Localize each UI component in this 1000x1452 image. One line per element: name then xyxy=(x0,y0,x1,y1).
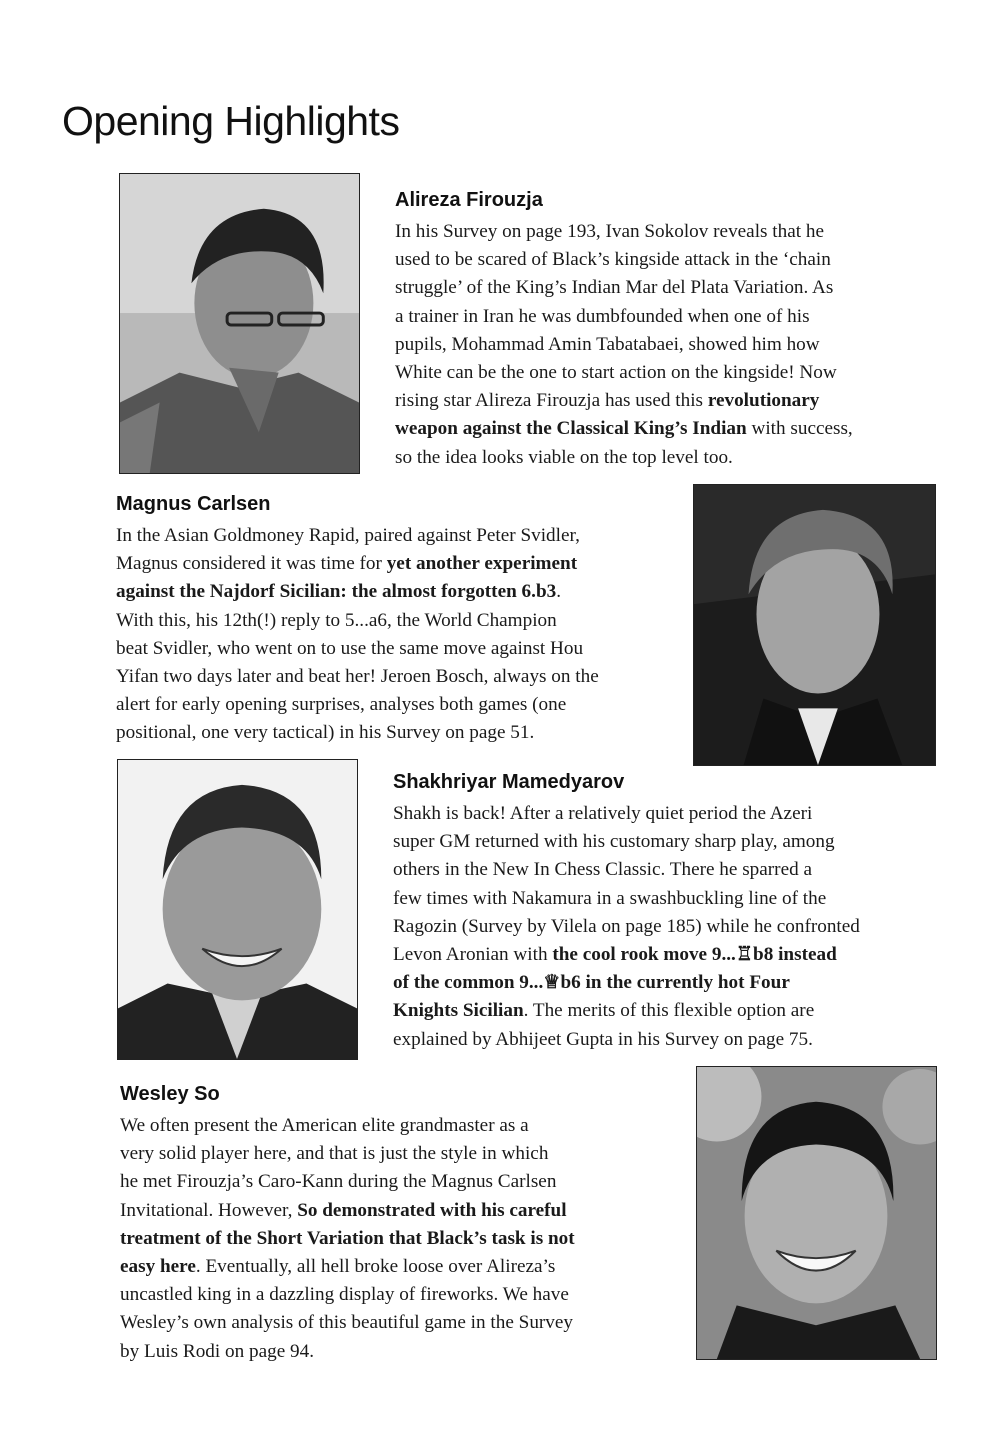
text-run: very solid player here, and that is just the style in which xyxy=(120,1143,549,1165)
text-run: In the Asian Goldmoney Rapid, paired against Peter Svidler, xyxy=(116,525,580,546)
text-line xyxy=(116,550,599,578)
text-line xyxy=(116,663,599,691)
text-line xyxy=(393,828,860,856)
section-heading: Wesley So xyxy=(120,1083,220,1105)
text-line xyxy=(120,1140,575,1168)
text-run: Shakh is back! After a relatively quiet period the Azeri xyxy=(393,803,813,824)
text-line xyxy=(395,444,853,472)
text-line xyxy=(395,359,853,387)
text-line xyxy=(116,691,599,719)
section-body xyxy=(120,1112,575,1366)
text-line xyxy=(116,635,599,663)
page-title: Opening Highlights xyxy=(62,98,400,144)
text-run: Wesley’s own analysis of this beautiful game in the Survey xyxy=(120,1312,574,1334)
text-line xyxy=(395,331,853,359)
bold-text: easy here xyxy=(120,1256,196,1278)
bold-text: revolutionary xyxy=(707,390,820,412)
section-body xyxy=(393,800,860,1054)
text-line xyxy=(395,218,853,246)
bold-text: Knights Sicilian xyxy=(393,1000,524,1022)
section-body xyxy=(116,522,599,748)
text-run: with success, xyxy=(746,418,853,440)
player-photo xyxy=(696,1066,937,1360)
text-line xyxy=(120,1253,575,1281)
text-run: positional, one very tactical) in his Survey on page 51. xyxy=(116,722,535,744)
text-line xyxy=(116,578,599,606)
text-line xyxy=(393,856,860,884)
text-run: used to be scared of Black’s kingside attack in the ‘chain xyxy=(395,249,831,271)
text-line xyxy=(116,719,599,747)
bold-text: against the Najdorf Sicilian: the almost forgotten 6.b3 xyxy=(116,581,557,603)
bold-text: yet another experiment xyxy=(386,553,578,575)
text-line xyxy=(116,607,599,635)
text-run: others in the New In Chess Classic. There he sparred a xyxy=(393,859,812,881)
text-run: he met Firouzja’s Caro-Kann during the Magnus Carlsen xyxy=(120,1171,557,1193)
text-run: We often present the American elite grandmaster as a xyxy=(120,1115,529,1136)
section-alireza-firouzja xyxy=(395,189,853,472)
text-run: uncastled king in a dazzling display of fireworks. We have xyxy=(120,1284,569,1306)
text-line xyxy=(395,274,853,302)
bold-text: treatment of the Short Variation that Black’s task is not xyxy=(120,1227,575,1249)
bold-text: of the common 9...♕b6 in the currently hot Four xyxy=(393,972,790,994)
text-line xyxy=(393,800,860,828)
text-run: Yifan two days later and beat her! Jeroen Bosch, always on the xyxy=(116,666,599,688)
text-line xyxy=(393,997,860,1025)
text-run: few times with Nakamura in a swashbuckling line of the xyxy=(393,887,827,909)
bold-text: the cool rook move 9...♖b8 instead xyxy=(552,944,837,966)
text-line xyxy=(393,885,860,913)
section-body xyxy=(395,218,853,472)
section-heading: Alireza Firouzja xyxy=(395,189,543,211)
player-photo xyxy=(117,759,358,1060)
text-line xyxy=(120,1309,575,1337)
text-run: Ragozin (Survey by Vilela on page 185) while he confronted xyxy=(393,915,860,937)
text-run: a trainer in Iran he was dumbfounded when one of his xyxy=(395,305,810,327)
text-run: Levon Aronian with xyxy=(393,944,553,966)
text-line xyxy=(393,969,860,997)
text-line xyxy=(116,522,599,550)
text-line xyxy=(120,1338,575,1366)
text-run: . xyxy=(556,581,562,603)
text-run: White can be the one to start action on the kingside! Now xyxy=(395,362,837,384)
section-shakhriyar-mamedyarov xyxy=(393,771,860,1054)
text-line xyxy=(120,1112,575,1140)
text-run: explained by Abhijeet Gupta in his Survey on page 75. xyxy=(393,1028,813,1050)
text-run: struggle’ of the King’s Indian Mar del Plata Variation. As xyxy=(395,277,834,299)
section-magnus-carlsen xyxy=(116,493,599,748)
text-line xyxy=(120,1225,575,1253)
text-line xyxy=(395,303,853,331)
text-run: pupils, Mohammad Amin Tabatabaei, showed him how xyxy=(395,333,820,355)
text-run: In his Survey on page 193, Ivan Sokolov reveals that he xyxy=(395,221,824,242)
text-line xyxy=(393,913,860,941)
bold-text: So demonstrated with his careful xyxy=(297,1199,567,1221)
text-run: alert for early opening surprises, analyses both games (one xyxy=(116,694,567,716)
text-line xyxy=(393,1026,860,1054)
text-run: by Luis Rodi on page 94. xyxy=(120,1340,314,1362)
text-run: super GM returned with his customary sharp play, among xyxy=(393,831,835,853)
text-run: . The merits of this flexible option are xyxy=(523,1000,815,1022)
text-run: so the idea looks viable on the top level too. xyxy=(395,446,733,468)
text-run: Invitational. However, xyxy=(120,1199,298,1221)
text-run: . Eventually, all hell broke loose over Alireza’s xyxy=(195,1256,556,1278)
text-line xyxy=(395,415,853,443)
text-line xyxy=(120,1197,575,1225)
text-run: With this, his 12th(!) reply to 5...a6, the World Champion xyxy=(116,609,557,631)
text-line xyxy=(395,246,853,274)
player-photo xyxy=(693,484,936,766)
text-run: Magnus considered it was time for xyxy=(116,553,387,575)
bold-text: weapon against the Classical King’s Indian xyxy=(395,418,747,440)
text-run: beat Svidler, who went on to use the same move against Hou xyxy=(116,637,584,659)
section-heading: Shakhriyar Mamedyarov xyxy=(393,771,625,793)
text-line xyxy=(393,941,860,969)
text-line xyxy=(120,1168,575,1196)
section-heading: Magnus Carlsen xyxy=(116,493,271,515)
text-line xyxy=(120,1281,575,1309)
text-line xyxy=(395,387,853,415)
section-wesley-so xyxy=(120,1083,575,1366)
text-run: rising star Alireza Firouzja has used this xyxy=(395,390,708,412)
player-photo xyxy=(119,173,360,474)
